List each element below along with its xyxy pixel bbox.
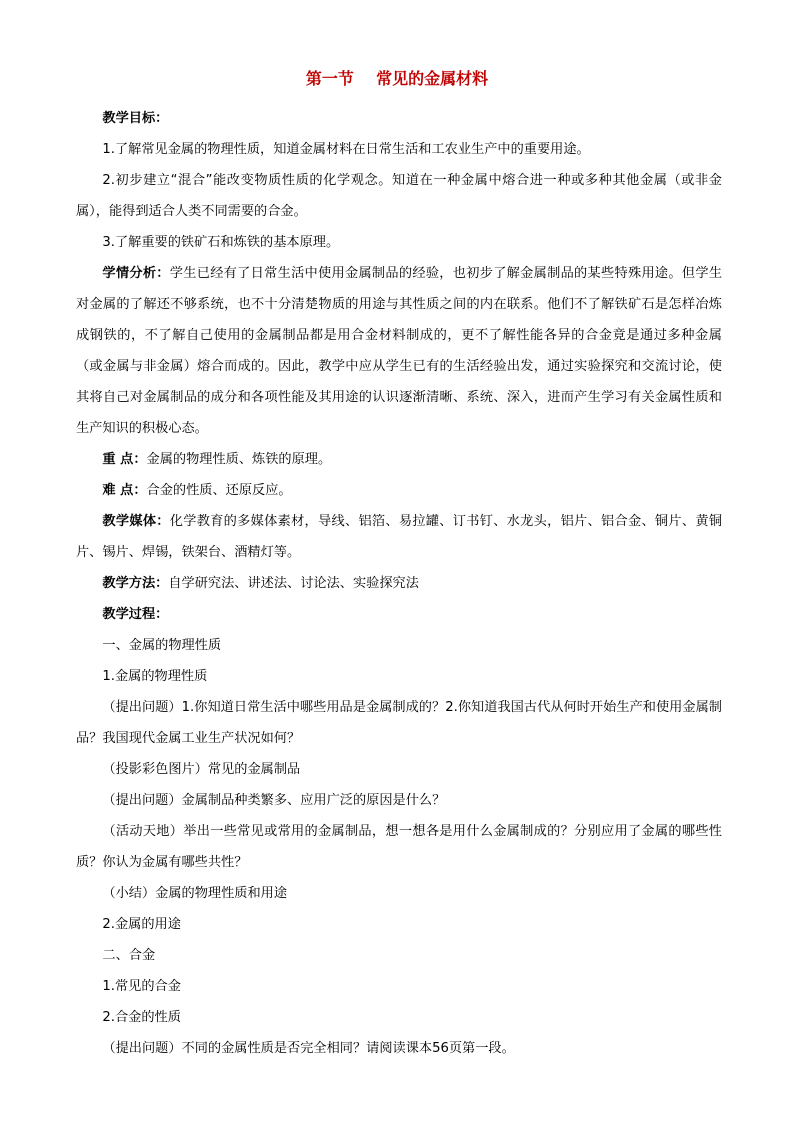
goal-2: 2.初步建立“混合”能改变物质性质的化学观念。知道在一种金属中熔合进一种或多种其他金属（或非金属），能得到适合人类不同需要的合金。	[76, 173, 722, 219]
section-1-1-heading: 1.金属的物理性质	[102, 669, 208, 684]
question-3: （提出问题）不同的金属性质是否完全相同？请阅读课本56页第一段。	[102, 1041, 515, 1056]
key-points	[76, 444, 722, 475]
analysis-paragraph	[76, 258, 722, 444]
method-text: 自学研究法、讲述法、讨论法、实验探究法	[168, 576, 419, 591]
activity-1: （活动天地）举出一些常见或常用的金属制品，想一想各是用什么金属制成的？分别应用了金属的哪些性质？你认为金属有哪些共性？	[76, 824, 722, 870]
difficult-label: 难 点：	[102, 483, 147, 498]
question-2: （提出问题）金属制品种类繁多、应用广泛的原因是什么？	[102, 793, 446, 808]
question-1: （提出问题）1.你知道日常生活中哪些用品是金属制成的？2.你知道我国古代从何时开始生产和使用金属制品？我国现代金属工业生产状况如何？	[76, 700, 722, 746]
key-text: 金属的物理性质、炼铁的原理。	[146, 452, 332, 467]
teaching-media	[76, 506, 722, 568]
goals-heading: 教学目标：	[102, 111, 169, 126]
section-2-1-heading: 1.常见的合金	[102, 979, 181, 994]
difficult-text: 合金的性质、还原反应。	[146, 483, 292, 498]
analysis-text: 学生已经有了日常生活中使用金属制品的经验，也初步了解金属制品的某些特殊用途。但学生对金属的了解还不够系统，也不十分清楚物质的用途与其性质之间的内在联系。他们不了解铁矿石是怎样冶炼成钢铁的，不了解自己使用的金属制品都是用合金材料制成的，更不了解性能各异的合金竟是通过多种金属（或金属与非金属）熔合而成的。因此，教学中应从学生已有的生活经验出发，通过实验探究和交流讨论，使其将自己对金属制品的成分和各项性能及其用途的认识逐渐清晰、系统、深入，进而产生学习有关金属性质和生产知识的积极心态。	[76, 266, 723, 436]
section-1-heading: 一、金属的物理性质	[102, 638, 222, 653]
analysis-label: 学情分析：	[102, 266, 170, 281]
goal-1: 1.了解常见金属的物理性质，知道金属材料在日常生活和工农业生产中的重要用途。	[102, 142, 590, 157]
summary-1: （小结）金属的物理性质和用途	[102, 886, 288, 901]
document-body	[76, 103, 722, 1064]
method-label: 教学方法：	[102, 576, 169, 591]
media-label: 教学媒体：	[102, 514, 170, 529]
teaching-method	[76, 568, 722, 599]
media-text: 化学教育的多媒体素材，导线、铝箔、易拉罐、订书钉、水龙头，铝片、铝合金、铜片、黄铜片、锡片、焊锡，铁架台、酒精灯等。	[76, 514, 723, 560]
process-heading: 教学过程：	[102, 607, 169, 622]
section-2-heading: 二、合金	[102, 948, 156, 963]
goal-3: 3.了解重要的铁矿石和炼铁的基本原理。	[102, 235, 340, 250]
key-label: 重 点：	[102, 452, 147, 467]
section-1-2-heading: 2.金属的用途	[102, 917, 181, 932]
projection-1: （投影彩色图片）常见的金属制品	[102, 762, 301, 777]
difficult-points	[76, 475, 722, 506]
section-2-2-heading: 2.合金的性质	[102, 1010, 181, 1025]
page-title: 第一节 常见的金属材料	[305, 69, 489, 88]
